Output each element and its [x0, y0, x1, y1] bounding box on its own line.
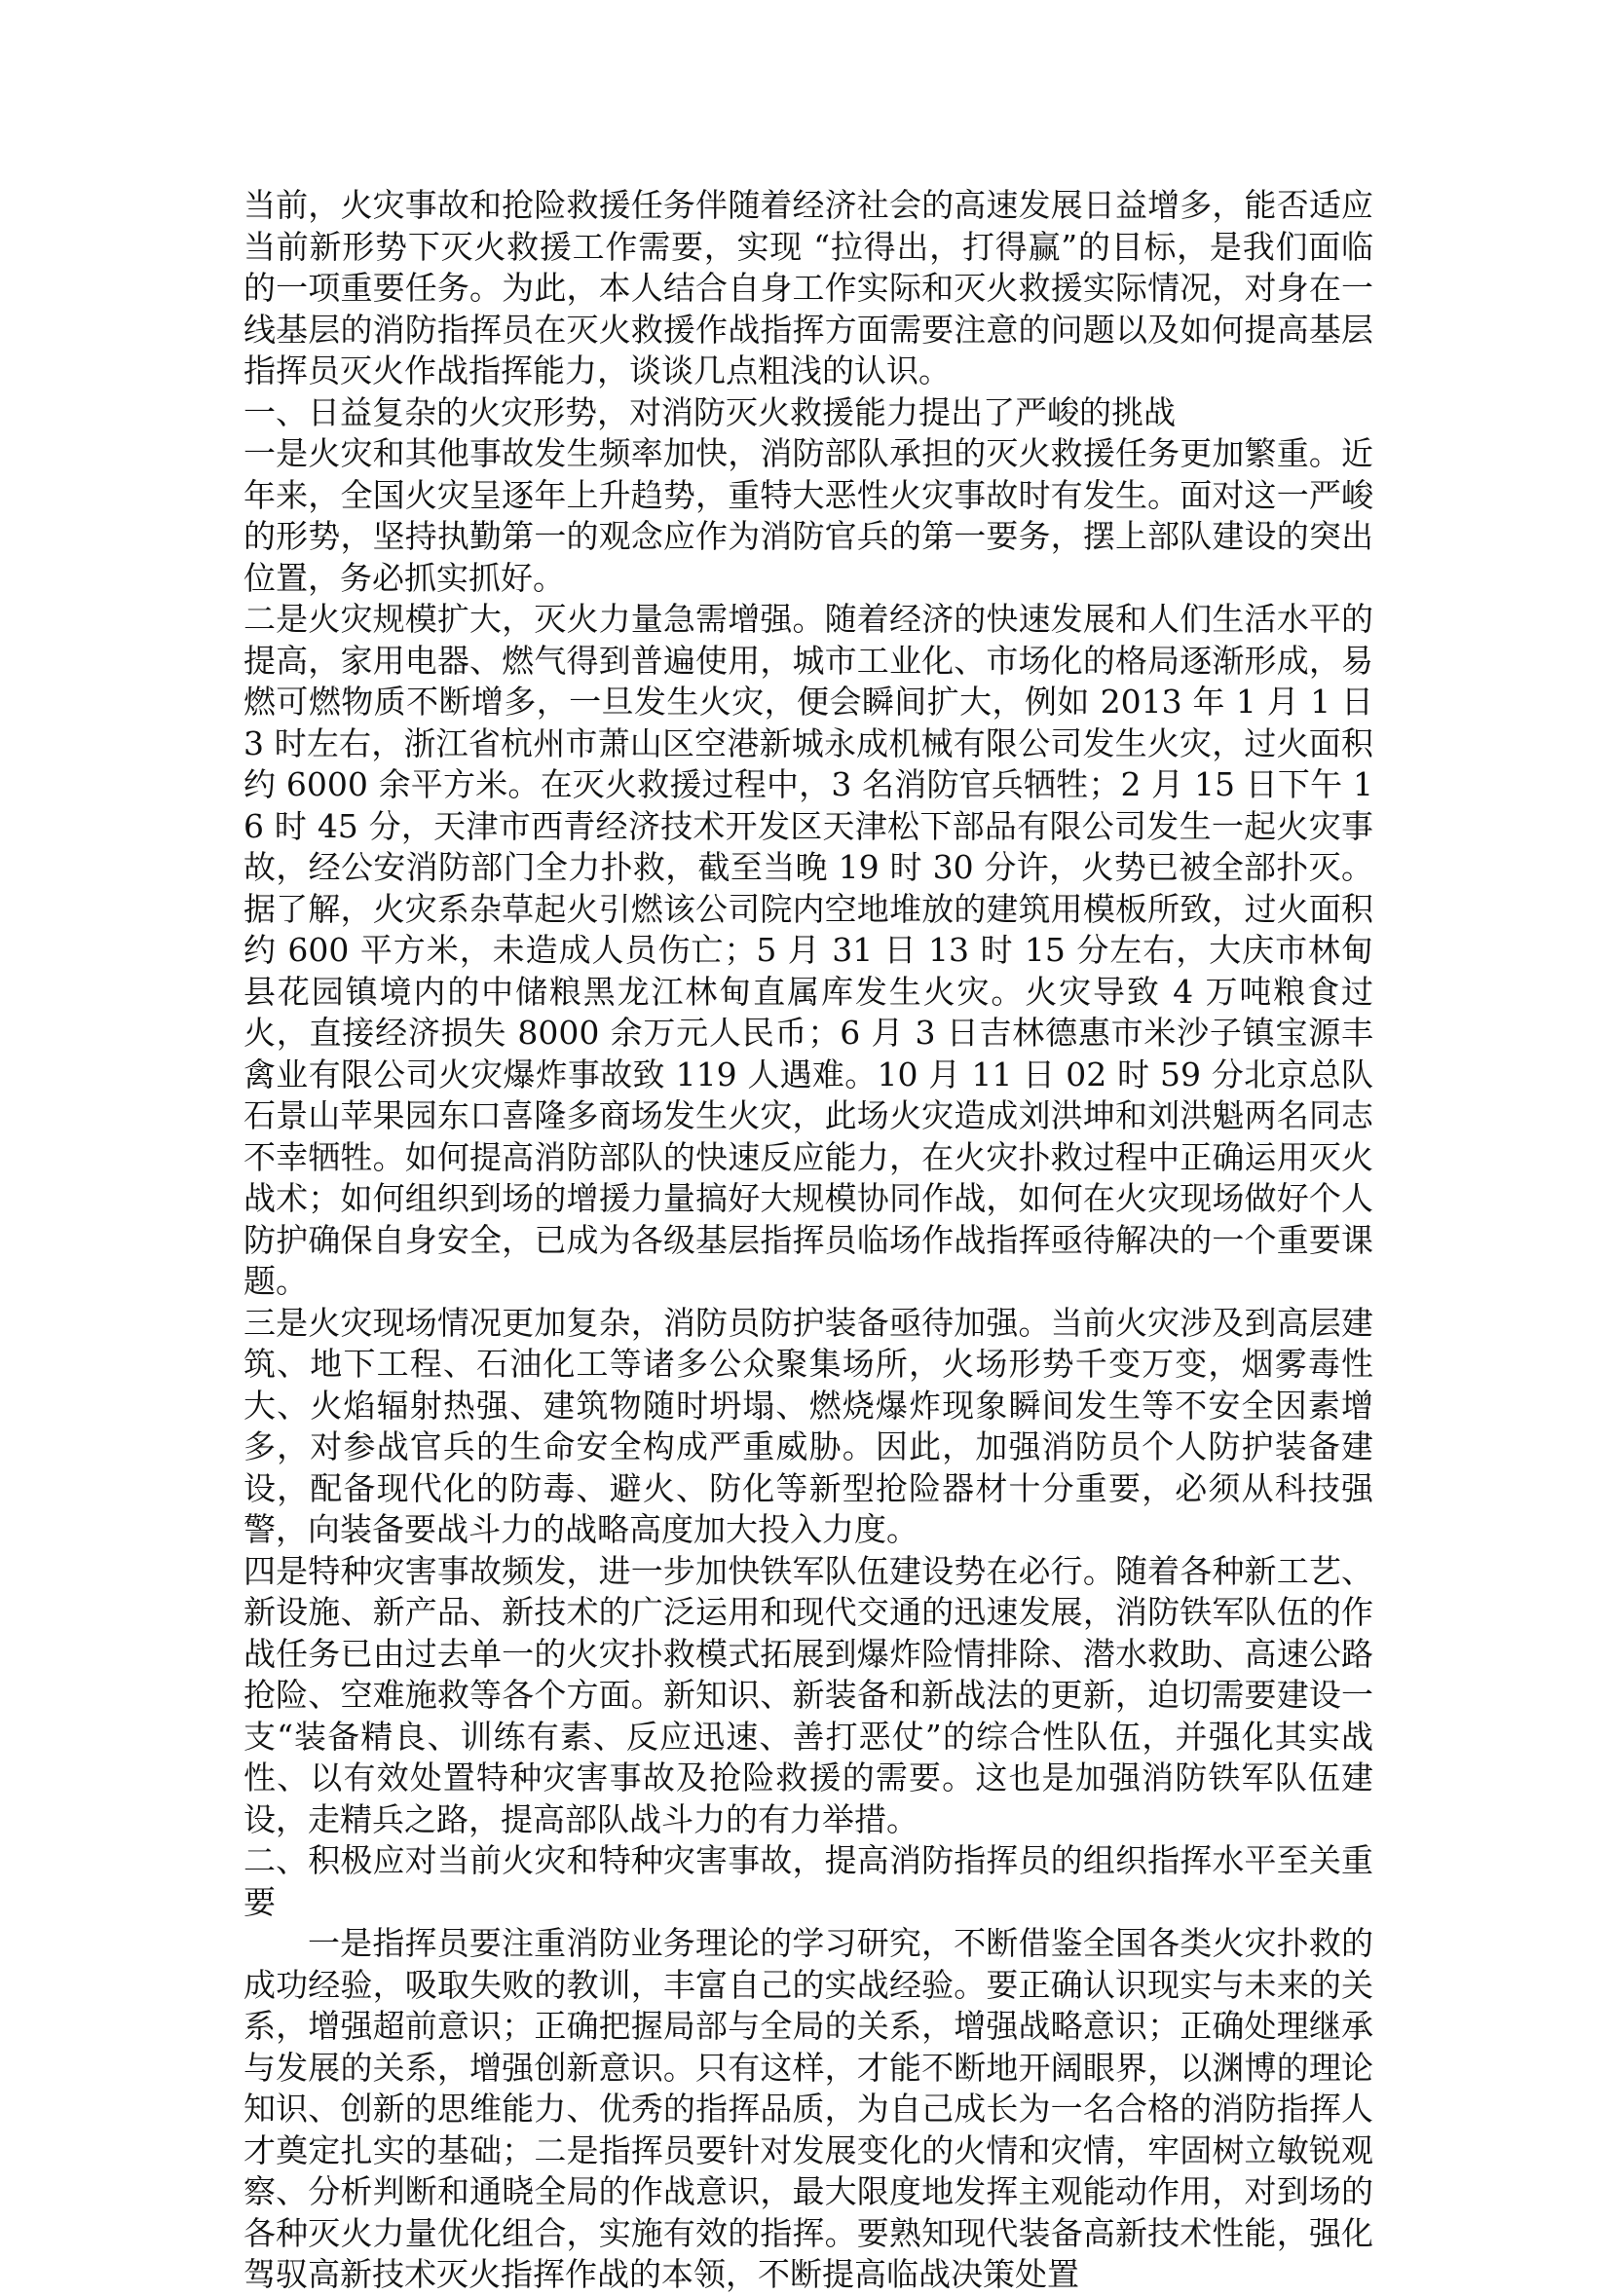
section-2-heading: 二、积极应对当前火灾和特种灾害事故，提高消防指挥员的组织指挥水平至关重要 [244, 1841, 1373, 1921]
section-1-point-3: 三是火灾现场情况更加复杂，消防员防护装备亟待加强。当前火灾涉及到高层建筑、地下工程、石油化工等诸多公众聚集场所，火场形势千变万变，烟雾毒性大、火焰辐射热强、建筑物随时坍塌、燃烧爆炸现象瞬间发生等不安全因素增多，对参战官兵的生命安全构成严重威胁。因此，加强消防员个人防护装备建设，配备现代化的防毒、避火、防化等新型抢险器材十分重要，必须从科技强警，向装备要战斗力的战略高度加大投入力度。 [244, 1303, 1373, 1548]
document-body [244, 185, 1373, 2296]
section-1-point-1: 一是火灾和其他事故发生频率加快，消防部队承担的灭火救援任务更加繁重。近年来，全国火灾呈逐年上升趋势，重特大恶性火灾事故时有发生。面对这一严峻的形势，坚持执勤第一的观念应作为消防官兵的第一要务，摆上部队建设的突出位置，务必抓实抓好。 [244, 434, 1373, 597]
section-1-point-2: 二是火灾规模扩大，灭火力量急需增强。随着经济的快速发展和人们生活水平的提高，家用电器、燃气得到普遍使用，城市工业化、市场化的格局逐渐形成，易燃可燃物质不断增多，一旦发生火灾，便会瞬间扩大，例如 2013 年 1 月 1 日 3 时左右，浙江省杭州市萧山区空港新城永成机械有限公司发生火灾，过火面积约 6000 余平方米。在灭火救援过程中，3 名消防官兵牺牲；2 月 15 日下午 16 时 45 分，天津市西青经济技术开发区天津松下部品有限公司发生一起火灾事故，经公安消防部门全力扑救，截至当晚 19 时 30 分许，火势已被全部扑灭。据了解，火灾系杂草起火引燃该公司院内空地堆放的建筑用模板所致，过火面积约 600 平方米，未造成人员伤亡；5 月 31 日 13 时 15 分左右，大庆市林甸县花园镇境内的中储粮黑龙江林甸直属库发生火灾。火灾导致 4 万吨粮食过火，直接经济损失 8000 余万元人民币；6 月 3 日吉林德惠市米沙子镇宝源丰禽业有限公司火灾爆炸事故致 119 人遇难。10 月 11 日 02 时 59 分北京总队石景山苹果园东口喜隆多商场发生火灾，此场火灾造成刘洪坤和刘洪魁两名同志不幸牺牲。如何提高消防部队的快速反应能力，在火灾扑救过程中正确运用灭火战术；如何组织到场的增援力量搞好大规模协同作战，如何在火灾现场做好个人防护确保自身安全，已成为各级基层指挥员临场作战指挥亟待解决的一个重要课题。 [244, 600, 1373, 1300]
section-2-body: 一是指挥员要注重消防业务理论的学习研究，不断借鉴全国各类火灾扑救的成功经验，吸取失败的教训，丰富自己的实战经验。要正确认识现实与未来的关系，增强超前意识；正确把握局部与全局的关系，增强战略意识；正确处理继承与发展的关系，增强创新意识。只有这样，才能不断地开阔眼界，以渊博的理论知识、创新的思维能力、优秀的指挥品质，为自己成长为一名合格的消防指挥人才奠定扎实的基础；二是指挥员要针对发展变化的火情和灾情，牢固树立敏锐观察、分析判断和通晓全局的作战意识，最大限度地发挥主观能动作用，对到场的各种灭火力量优化组合，实施有效的指挥。要熟知现代装备高新技术性能，强化驾驭高新技术灭火指挥作战的本领，不断提高临战决策处置 [244, 1924, 1373, 2293]
section-1-heading: 一、日益复杂的火灾形势，对消防灭火救援能力提出了严峻的挑战 [244, 392, 1176, 431]
section-1-point-4: 四是特种灾害事故频发，进一步加快铁军队伍建设势在必行。随着各种新工艺、新设施、新产品、新技术的广泛运用和现代交通的迅速发展，消防铁军队伍的作战任务已由过去单一的火灾扑救模式拓展到爆炸险情排除、潜水救助、高速公路抢险、空难施救等各个方面。新知识、新装备和新战法的更新，迫切需要建设一支“装备精良、训练有素、反应迅速、善打恶仗”的综合性队伍，并强化其实战性、以有效处置特种灾害事故及抢险救援的需要。这也是加强消防铁军队伍建设，走精兵之路，提高部队战斗力的有力举措。 [244, 1551, 1373, 1838]
intro-paragraph: 当前，火灾事故和抢险救援任务伴随着经济社会的高速发展日益增多，能否适应当前新形势下灭火救援工作需要，实现 “拉得出，打得赢”的目标，是我们面临的一项重要任务。为此，本人结合自身工作实际和灭火救援实际情况，对身在一线基层的消防指挥员在灭火救援作战指挥方面需要注意的问题以及如何提高基层指挥员灭火作战指挥能力，谈谈几点粗浅的认识。 [244, 186, 1373, 389]
